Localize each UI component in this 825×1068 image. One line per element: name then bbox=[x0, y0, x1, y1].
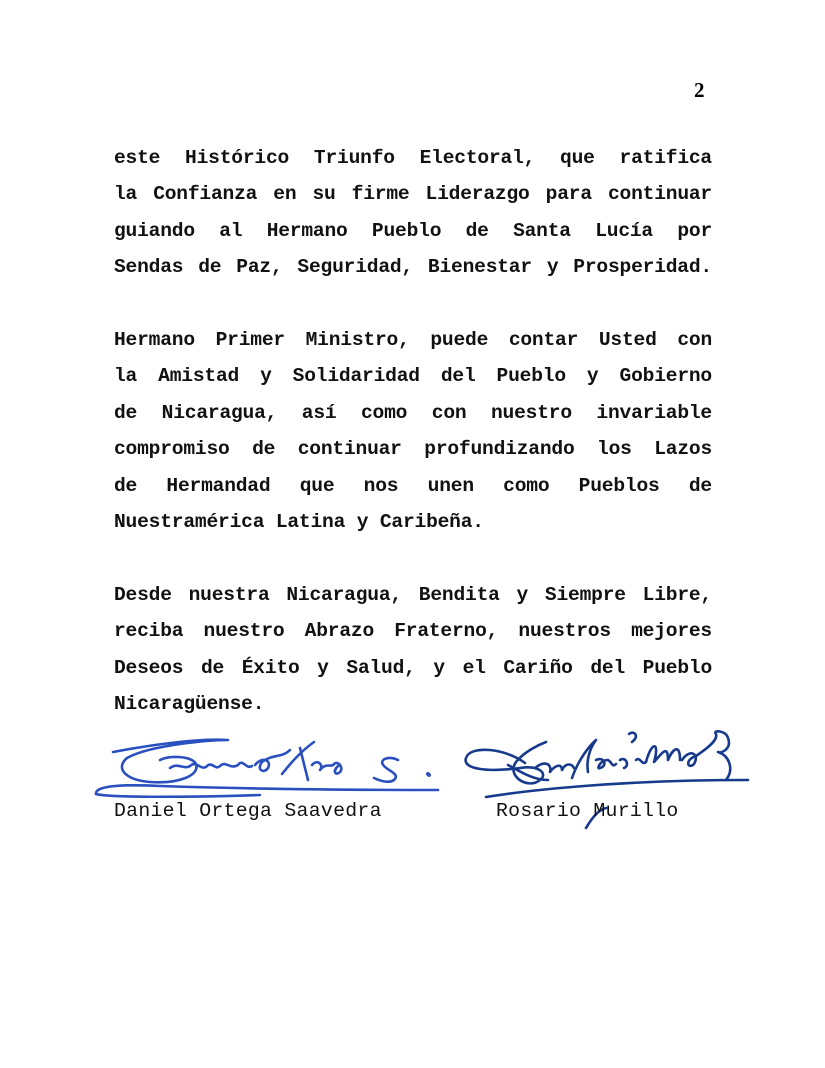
text-line: Desde nuestra Nicaragua, Bendita y Siempre Libre, bbox=[114, 584, 712, 606]
text-line: Nuestramérica Latina y Caribeña. bbox=[114, 511, 484, 534]
text-line: de Hermandad que nos unen como Pueblos de bbox=[114, 474, 712, 497]
signatory-name: Daniel Ortega Saavedra bbox=[114, 800, 382, 822]
text-line: compromiso de continuar profundizando los Lazos bbox=[114, 438, 712, 461]
text-line: la Confianza en su firme Liderazgo para continuar bbox=[114, 183, 712, 206]
text-line: Sendas de Paz, Seguridad, Bienestar y Prosperidad. bbox=[114, 256, 712, 279]
text-line: este Histórico Triunfo Electoral, que ratifica bbox=[114, 147, 712, 169]
text-line: Nicaragüense. bbox=[114, 693, 265, 716]
text-line: Hermano Primer Ministro, puede contar Usted con bbox=[114, 329, 712, 351]
text-line: la Amistad y Solidaridad del Pueblo y Gobierno bbox=[114, 365, 712, 388]
text-line: guiando al Hermano Pueblo de Santa Lucía por bbox=[114, 219, 712, 242]
signatory-name: Rosario Murillo bbox=[496, 800, 679, 822]
text-line: Deseos de Éxito y Salud, y el Cariño del Pueblo bbox=[114, 656, 712, 679]
text-line: de Nicaragua, así como con nuestro invariable bbox=[114, 401, 712, 424]
text-line: reciba nuestro Abrazo Fraterno, nuestros mejores bbox=[114, 620, 712, 643]
page-number: 2 bbox=[694, 78, 705, 102]
